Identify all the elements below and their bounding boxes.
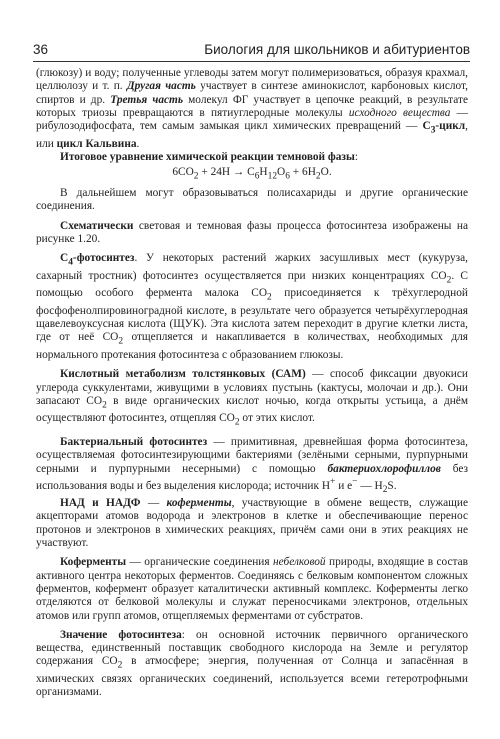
page-number: 36 xyxy=(33,42,49,57)
paragraph-equation-heading: Итоговое уравнение химической реакции темновой фазы: xyxy=(60,151,359,164)
paragraph-polysaccharides: В дальнейшем могут образовываться полисахариды и другие органические соединения. xyxy=(36,186,468,213)
paragraph-schematic: Схематически световая и темновая фазы процесса фотосинтеза изображены на рисунке 1.20. xyxy=(36,219,468,245)
header-rule xyxy=(33,61,470,62)
paragraph-cam: Кислотный метаболизм толстянковых (САМ) — способ фиксации двуокиси углерода суккулентами, живущими в условиях пустынь (кактусы, молочаи и др.). Они запасают $СО_2$ в виде органических кислот ночью, когда открыты устьица, а днём осуществляют фотосинтез, отщепляя $СО_2$ от этих кислот. xyxy=(36,368,468,428)
page-header xyxy=(33,42,470,60)
paragraph-nad-nadp: НАД и НАДФ — коферменты, участвующие в обмене веществ, служащие акцепторами атомов водорода и электронов в клетке и обеспечивающие перенос протонов и электронов в химических реакциях, причём сами они в этих реакциях не участвуют. xyxy=(36,497,469,550)
paragraph-significance: Значение фотосинтеза: он основной источник первичного органического вещества, единственный поставщик свободного кислорода на Земле и регулятор содержания $СО_2$ в атмосфере; энергия, полученная от Солнца и запасённая в химических связях органических соединений, используется всеми гетеротрофными организмами. xyxy=(36,628,469,699)
equation-dark-phase: $6CO_2 + 24H \to C_6H_{12}O_6 + 6H_2O$. xyxy=(172,166,332,182)
paragraph-calvin-cycle: (глюкозу) и воду; полученные углеводы затем могут полимеризоваться, образуя крахмал, целлюлозу и т. п. Другая часть участвует в синтезе аминокислот, карбоновых кислот, спиртов и др. Третья часть молекул ФГ участвует в цепочке реакций, в результате которых триозы превращаются в пятиуглеродные молекулы исходного вещества — рибулозодифосфата, тем самым замыкая цикл химических превращений — $С_3$-цикл, или цикл Кальвина. xyxy=(36,67,468,150)
page-body xyxy=(36,67,468,700)
paragraph-bacterial-photosynthesis: Бактериальный фотосинтез — примитивная, древнейшая форма фотосинтеза, осуществляемая фотосинтезирующими бактериями (зелёными серными, пурпурными серными и пурпурными несерными) с помощью бактериохлорофиллов без использования воды и без выделения кислорода; источник Н+ и е− — $Н_2S$. xyxy=(36,435,468,495)
running-title: Биология для школьников и абитуриентов xyxy=(204,42,470,57)
paragraph-c4-photosynthesis: $С_4$-фотосинтез. У некоторых растений жарких засушливых мест (кукуруза, сахарный тростник) фотосинтез осуществляется при низких концентрациях $СО_2$. С помощью особого фермента малока $СО_2$ присоединяется к трёхуглеродной фосфофенолпировиноградной кислоте, в результате чего образуется четырёхуглеродная щавелевоуксусная кислота (ЩУК). Эта кислота затем переходит в другие клетки листа, где от неё $СО_2$ отщепляется и накапливается в количествах, необходимых для нормального протекания фотосинтеза с образованием глюкозы. xyxy=(36,252,468,361)
paragraph-coenzymes: Коферменты — органические соединения небелковой природы, входящие в состав активного центра некоторых ферментов. Соединяясь с белковым компонентом сложных ферментов, кофермент образует каталитически активный комплекс. Коферменты легко отделяются от белковой молекулы и служат переносчиками электронов, отдельных атомов или групп атомов, отщепляемых ферментами от субстратов. xyxy=(36,556,468,622)
